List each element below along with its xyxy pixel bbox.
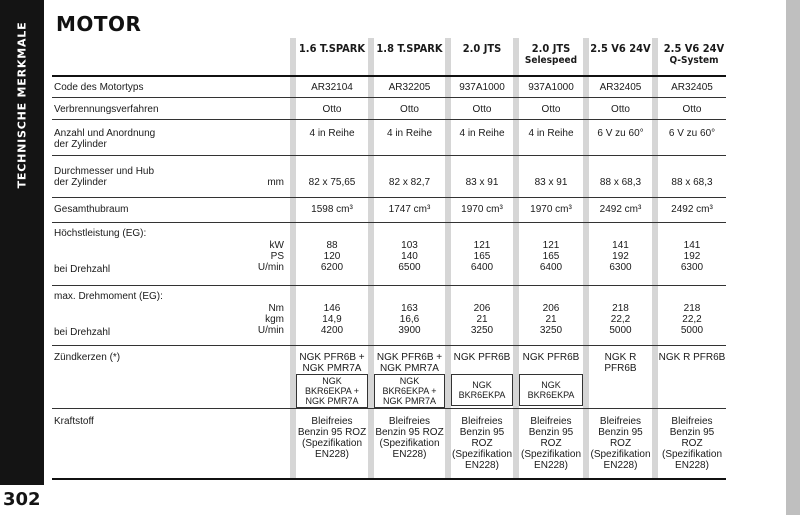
table-cell: 1970 cm³ — [530, 204, 572, 215]
row-label: Gesamthubraum — [54, 204, 129, 215]
table-cell: 88 x 68,3 — [671, 177, 713, 188]
section-label: TECHNISCHE MERKMALE — [15, 21, 29, 189]
table-cell: 121 165 6400 — [539, 240, 563, 273]
row-rule — [52, 222, 726, 223]
table-cell: NGK R PFR6B — [604, 352, 637, 374]
table-cell: 6 V zu 60° — [597, 128, 644, 139]
unit-label: mm — [267, 177, 284, 188]
table-cell: 4 in Reihe — [386, 128, 433, 139]
row-label: Anzahl und Anordnung der Zylinder — [54, 128, 156, 150]
table-cell: 141 192 6300 — [609, 240, 632, 273]
column-header: 2.5 V6 24V — [590, 42, 651, 55]
column-header: 1.8 T.SPARK — [376, 42, 443, 55]
page-title: MOTOR — [56, 12, 142, 36]
page-number: 302 — [3, 489, 41, 510]
table-cell: NGK PFR6B + NGK PMR7A NGK BKR6EKPA + NGK PMR7A — [374, 352, 445, 408]
alt-spark-plug: NGK BKR6EKPA + NGK PMR7A — [296, 374, 368, 408]
row-rule — [52, 408, 726, 409]
table-cell: 103 140 6500 — [398, 240, 421, 273]
table-cell: 83 x 91 — [534, 177, 568, 188]
row-label: Höchstleistung (EG): — [54, 228, 147, 239]
alt-spark-plug: NGK BKR6EKPA + NGK PMR7A — [374, 374, 445, 408]
table-cell: NGK R PFR6B — [658, 352, 726, 363]
table-cell: NGK PFR6B NGK BKR6EKPA — [451, 352, 513, 406]
alt-spark-plug: NGK BKR6EKPA — [451, 374, 513, 406]
page-number-box — [0, 485, 44, 515]
table-cell: 4 in Reihe — [309, 128, 355, 139]
table-cell: 141 192 6300 — [680, 240, 704, 273]
row-sublabel: bei Drehzahl — [54, 327, 111, 338]
table-cell: Otto — [400, 104, 419, 115]
row-rule — [52, 345, 726, 346]
table-cell: 82 x 82,7 — [388, 177, 431, 188]
table-cell: 1970 cm³ — [461, 204, 503, 215]
table-cell: 6 V zu 60° — [668, 128, 716, 139]
table-cell: 937A1000 — [459, 82, 505, 93]
table-cell: 121 165 6400 — [470, 240, 494, 273]
unit-label: kW PS U/min — [257, 240, 284, 273]
row-rule — [52, 155, 726, 156]
row-sublabel: bei Drehzahl — [54, 264, 111, 275]
table-cell: Bleifreies Benzin 95 ROZ (Spezifikation EN228) — [520, 416, 582, 471]
table-cell: 1747 cm³ — [388, 204, 431, 215]
row-label: Verbrennungsverfahren — [54, 104, 159, 115]
table-cell: 206 21 3250 — [539, 303, 563, 336]
table-cell: 83 x 91 — [465, 177, 499, 188]
row-label: Zündkerzen (*) — [54, 352, 121, 363]
column-header: 2.0 JTS — [462, 42, 502, 55]
table-cell: 163 16,6 3900 — [398, 303, 421, 336]
table-cell: Otto — [541, 104, 561, 115]
row-rule — [52, 285, 726, 286]
table-bottom-rule — [52, 478, 726, 480]
table-cell: 218 22,2 5000 — [680, 303, 704, 336]
table-cell: 937A1000 — [528, 82, 574, 93]
table-cell: Otto — [472, 104, 492, 115]
row-label: Code des Motortyps — [54, 82, 144, 93]
table-cell: Bleifreies Benzin 95 ROZ (Spezifikation EN228) — [297, 416, 367, 460]
table-cell: AR32405 — [671, 82, 713, 93]
row-rule — [52, 197, 726, 198]
table-cell: 146 14,9 4200 — [320, 303, 344, 336]
alt-spark-plug: NGK BKR6EKPA — [519, 374, 583, 406]
table-cell: AR32104 — [311, 82, 353, 93]
table-cell: AR32205 — [388, 82, 431, 93]
table-cell: AR32405 — [599, 82, 642, 93]
table-cell: 2492 cm³ — [671, 204, 713, 215]
row-rule — [52, 97, 726, 98]
table-cell: Bleifreies Benzin 95 ROZ (Spezifikation EN228) — [375, 416, 444, 460]
column-header: 1.6 T.SPARK — [298, 42, 366, 55]
table-cell: Bleifreies Benzin 95 ROZ (Spezifikation EN228) — [451, 416, 513, 471]
table-cell: 4 in Reihe — [528, 128, 574, 139]
table-cell: 82 x 75,65 — [308, 177, 356, 188]
table-cell: 88 120 6200 — [320, 240, 344, 273]
column-header: 2.0 JTS Selespeed — [524, 42, 578, 66]
table-cell: Otto — [322, 104, 342, 115]
table-cell: Otto — [682, 104, 702, 115]
column-header: 2.5 V6 24V Q-System — [663, 42, 725, 66]
section-sidebar — [0, 0, 44, 515]
table-cell: 88 x 68,3 — [599, 177, 642, 188]
table-cell: Bleifreies Benzin 95 ROZ (Spezifikation EN228) — [590, 416, 651, 471]
table-cell: 4 in Reihe — [459, 128, 505, 139]
unit-label: Nm kgm U/min — [257, 303, 284, 336]
table-cell: 1598 cm³ — [311, 204, 353, 215]
table-cell: Otto — [611, 104, 630, 115]
header-rule — [52, 75, 726, 77]
table-cell: Bleifreies Benzin 95 ROZ (Spezifikation EN228) — [661, 416, 723, 471]
row-label: max. Drehmoment (EG): — [54, 291, 163, 302]
table-cell: NGK PFR6B + NGK PMR7A NGK BKR6EKPA + NGK PMR7A — [296, 352, 368, 408]
table-cell: NGK PFR6B NGK BKR6EKPA — [519, 352, 583, 406]
table-cell: 2492 cm³ — [599, 204, 642, 215]
page-edge — [786, 0, 800, 515]
row-label: Kraftstoff — [54, 416, 94, 427]
row-label: Durchmesser und Hub der Zylinder — [54, 166, 155, 188]
table-cell: 206 21 3250 — [470, 303, 494, 336]
table-cell: 218 22,2 5000 — [609, 303, 632, 336]
row-rule — [52, 119, 726, 120]
